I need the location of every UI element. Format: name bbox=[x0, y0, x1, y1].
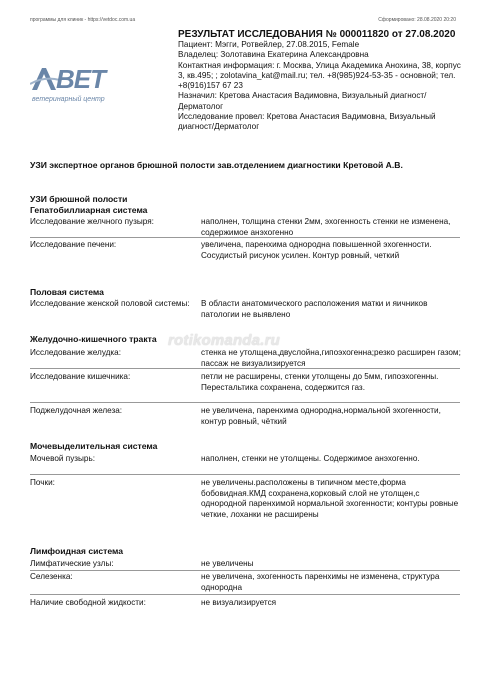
assigned-by-line: Назначил: Кретова Анастасия Вадимовна, Визуальный диагност/Дерматолог bbox=[178, 91, 427, 111]
finding-value: не увеличены.расположены в типичном месте,форма бобовидная.КМД сохранена,корковый слой не утолщен,с однородной паренхимой нормальной эхогенности; контуры ровные четкие, лоханки не расширены bbox=[201, 478, 459, 519]
row-divider bbox=[30, 474, 460, 475]
logo-brand: ВЕТ bbox=[56, 64, 105, 94]
logo-subtitle: ветеринарный центр bbox=[32, 96, 105, 103]
finding-label: Лимфатические узлы: bbox=[30, 559, 114, 568]
contact-line: Контактная информация: г. Москва, Улица Академика Анохина, 38, корпус 3, кв.495; ; zolotavina_kat@mail.ru; тел. +8(985)924-53-35 - основной; тел. +8(916)157 67 23 bbox=[178, 60, 461, 91]
finding-value: не визуализируется bbox=[201, 598, 277, 607]
performed-by-line: Исследование провел: Кретова Анастасия Вадимовна, Визуальный диагност/Дерматолог bbox=[178, 112, 436, 132]
watermark: rotikomanda.ru bbox=[168, 332, 280, 349]
generated-timestamp: Сформировано: 28.08.2020 20:20 bbox=[378, 17, 456, 23]
study-title: УЗИ экспертное органов брюшной полости зав.отделением диагностики Кретовой А.В. bbox=[30, 160, 403, 170]
finding-label: Исследование женской половой системы: bbox=[30, 299, 190, 308]
row-divider bbox=[30, 594, 460, 595]
finding-label: Селезенка: bbox=[30, 572, 73, 581]
finding-value: не увеличены bbox=[201, 559, 254, 568]
section-title: Желудочно-кишечного тракта bbox=[30, 334, 157, 344]
finding-label: Мочевой пузырь: bbox=[30, 454, 96, 463]
finding-label: Исследование печени: bbox=[30, 240, 117, 249]
row-divider bbox=[30, 237, 460, 238]
row-divider bbox=[30, 402, 460, 403]
software-credit: программы для клиник - https://vetdoc.com.ua bbox=[30, 17, 136, 23]
report-title: РЕЗУЛЬТАТ ИССЛЕДОВАНИЯ № 000011820 от 27.08.2020 bbox=[178, 29, 456, 40]
finding-value: наполнен, стенки не утолщены. Содержимое анэхогенно. bbox=[201, 454, 420, 463]
finding-label: Наличие свободной жидкости: bbox=[30, 598, 146, 607]
owner-line: Владелец: Золотавина Екатерина Александровна bbox=[178, 50, 369, 60]
finding-value: В области анатомического расположения матки и яичников патологии не выявлено bbox=[201, 299, 428, 319]
finding-label: Исследование кишечника: bbox=[30, 372, 131, 381]
section-title: Лимфоидная система bbox=[30, 546, 124, 556]
finding-label: Поджелудочная железа: bbox=[30, 406, 123, 415]
section-title: Мочевыделительная система bbox=[30, 441, 158, 451]
finding-label: Исследование желудка: bbox=[30, 348, 122, 357]
patient-line: Пациент: Мэгги, Ротвейлер, 27.08.2015, Female bbox=[178, 40, 360, 49]
finding-value: не увеличена, эхогенность паренхимы не изменена, структура однородна bbox=[201, 572, 440, 592]
finding-value: стенка не утолщена,двуслойна,гипоэхогенна;резко расширен газом; пассаж не визуализируется bbox=[201, 348, 461, 368]
row-divider bbox=[30, 368, 460, 369]
section-title: Половая система bbox=[30, 287, 104, 297]
finding-value: увеличена, паренхима однородна повышенной эхогенности. Сосудистый рисунок усилен. Контур ровный, четкий bbox=[201, 240, 432, 260]
finding-value: наполнен, толщина стенки 2мм, эхогенность стенки не изменена, содержимое анэхогенно bbox=[201, 217, 451, 237]
report-header bbox=[178, 29, 463, 133]
section-title: УЗИ брюшной полости Гепатобиллиарная система bbox=[30, 194, 148, 215]
finding-label: Исследование желчного пузыря: bbox=[30, 217, 154, 226]
clinic-logo bbox=[30, 64, 142, 112]
finding-value: петли не расширены, стенки утолщены до 5мм, гипоэхогенны. Перестальтика сохранена, содержится газ. bbox=[201, 372, 439, 392]
finding-label: Почки: bbox=[30, 478, 55, 487]
finding-value: не увеличена, паренхима однородна,нормальной эхогенности, контур ровный, чёткий bbox=[201, 406, 441, 426]
row-divider bbox=[30, 570, 460, 571]
